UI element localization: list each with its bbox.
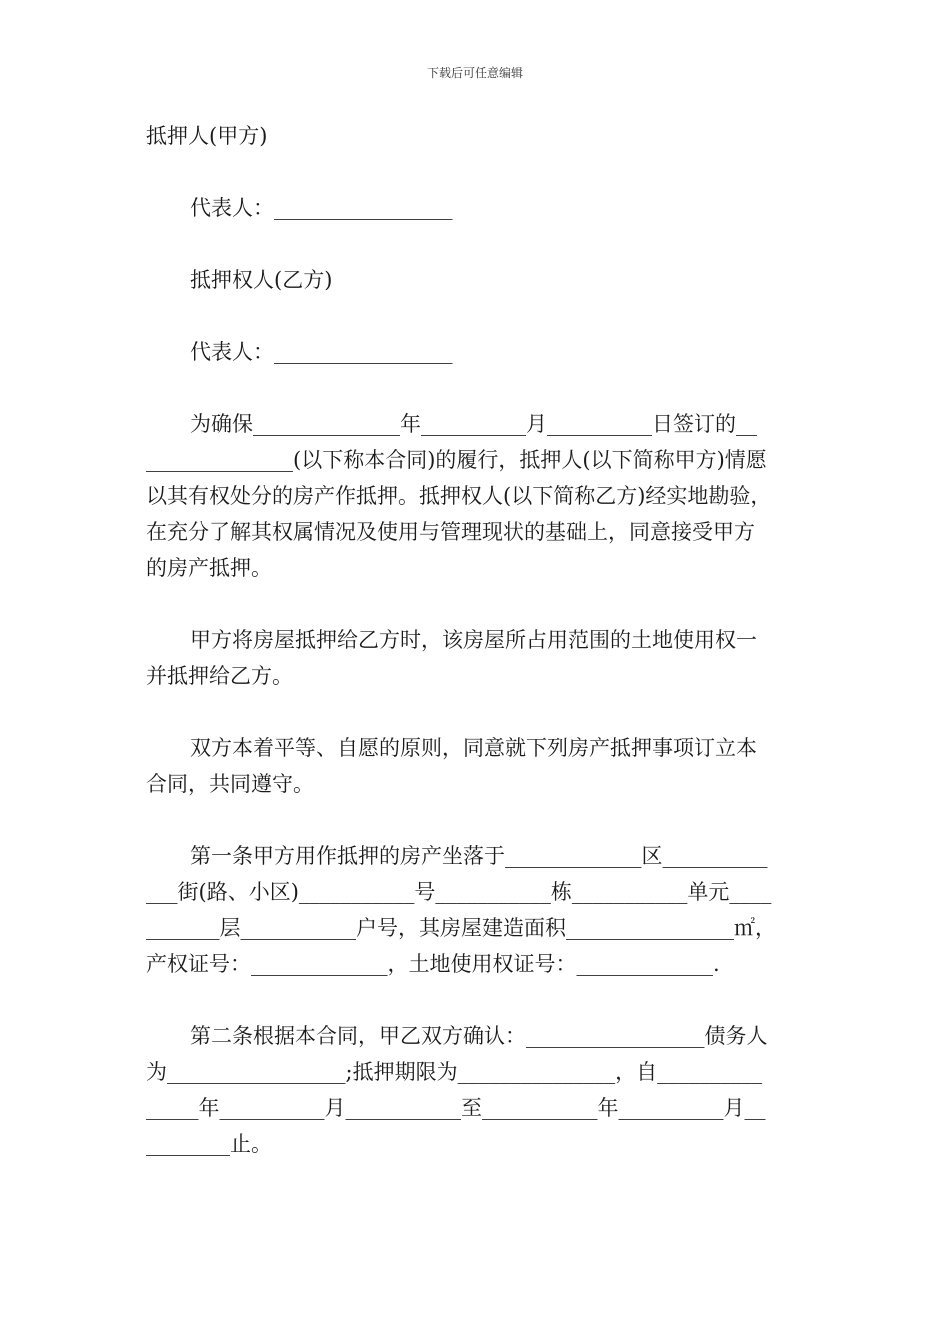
article-one-line: _______层___________户号，其房屋建造面积________________㎡， (146, 916, 776, 940)
paragraph-line: 甲方将房屋抵押给乙方时，该房屋所占用范围的土地使用权一 (190, 628, 757, 652)
paragraph-line: 在充分了解其权属情况及使用与管理现状的基础上，同意接受甲方 (146, 520, 755, 544)
contract-body (146, 118, 810, 1162)
article-two-line: 第二条根据本合同，甲乙双方确认：_________________债务人 (190, 1024, 768, 1048)
paragraph-line: 双方本着平等、自愿的原则，同意就下列房产抵押事项订立本 (190, 736, 757, 760)
paragraph-line: 合同，共同遵守。 (146, 772, 314, 796)
paragraph-line: 以其有权处分的房产作抵押。抵押权人(以下简称乙方)经实地勘验， (146, 484, 772, 508)
paragraph-line: 并抵押给乙方。 (146, 664, 293, 688)
paragraph-line: 为确保______________年__________月__________日签订的__ (190, 412, 757, 436)
article-two-line: 为_________________;抵押期限为_______________，自__________ (146, 1060, 763, 1084)
paragraph-line: ______________(以下称本合同)的履行，抵押人(以下简称甲方)情愿 (146, 448, 767, 472)
download-note: 下载后可任意编辑 (426, 66, 523, 80)
mortgagor-heading: 抵押人(甲方) (146, 124, 268, 148)
paragraph-line: 的房产抵押。 (146, 556, 272, 580)
mortgagee-representative: 代表人：_________________ (190, 340, 453, 364)
article-one-line: 产权证号：_____________，土地使用权证号：_____________. (146, 952, 720, 976)
mortgagee-heading: 抵押权人(乙方) (190, 268, 333, 292)
article-one-line: 第一条甲方用作抵押的房产坐落于_____________区__________ (190, 844, 768, 868)
article-two-line: _____年__________月___________至___________年__________月__ (146, 1096, 766, 1120)
mortgagor-representative: 代表人：_________________ (190, 196, 453, 220)
article-one-line: ___街(路、小区)___________号___________栋___________单元____ (146, 880, 772, 904)
article-two-line: ________止。 (146, 1132, 272, 1156)
